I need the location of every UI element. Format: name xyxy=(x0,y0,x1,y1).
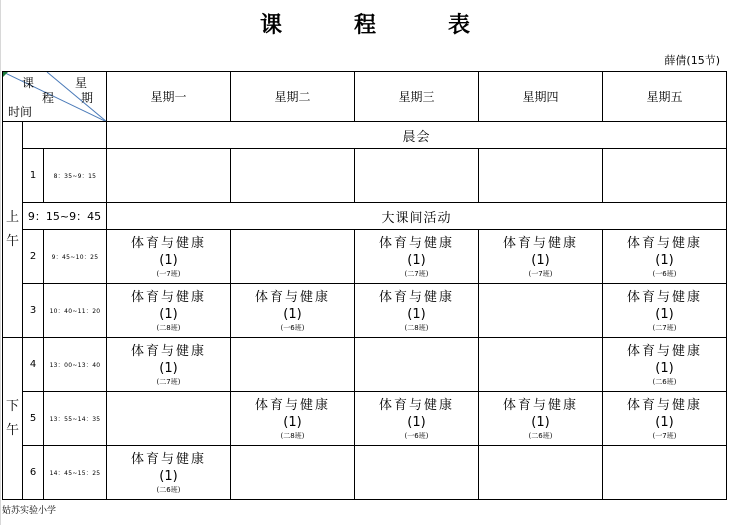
class-label: (一7班) xyxy=(156,269,181,278)
schedule-cell xyxy=(479,392,603,446)
subject-label: 体育与健康 xyxy=(130,343,206,359)
class-label: (一6班) xyxy=(652,269,677,278)
subject-label: 体育与健康 xyxy=(502,397,578,413)
schedule-cell xyxy=(231,284,355,338)
period-time: 8：35~9：15 xyxy=(44,149,107,203)
lesson-count: (1) xyxy=(159,360,178,376)
class-label: (二8班) xyxy=(404,323,429,332)
class-label: (二7班) xyxy=(156,377,181,386)
blank-cell xyxy=(23,122,107,149)
corner-label-ke: 课 xyxy=(22,76,35,90)
schedule-cell xyxy=(355,284,479,338)
lesson-count: (1) xyxy=(283,414,302,430)
break-time: 9：15~9：45 xyxy=(23,203,107,230)
morning-label: 上 午 xyxy=(3,122,23,338)
period-time: 13：00~13：40 xyxy=(44,338,107,392)
class-label: (二7班) xyxy=(404,269,429,278)
subject-label: 体育与健康 xyxy=(626,343,702,359)
schedule-cell xyxy=(603,446,727,500)
subject-label: 体育与健康 xyxy=(378,289,454,305)
lesson-count: (1) xyxy=(407,414,426,430)
teacher-label: 薛倩(15节) xyxy=(664,54,720,67)
subject-label: 体育与健康 xyxy=(130,289,206,305)
period-number: 5 xyxy=(23,392,44,446)
subject-label: 体育与健康 xyxy=(130,235,206,251)
schedule-cell xyxy=(107,230,231,284)
period-number: 2 xyxy=(23,230,44,284)
class-label: (一7班) xyxy=(528,269,553,278)
subject-label: 体育与健康 xyxy=(378,397,454,413)
class-label: (二8班) xyxy=(156,323,181,332)
lesson-count: (1) xyxy=(407,306,426,322)
subject-label: 体育与健康 xyxy=(626,397,702,413)
period-number: 4 xyxy=(23,338,44,392)
day-header: 星期五 xyxy=(603,72,727,122)
morning-meeting: 晨会 xyxy=(107,122,727,149)
schedule-cell xyxy=(231,230,355,284)
school-name: 姑苏实验小学 xyxy=(2,506,57,516)
class-label: (二6班) xyxy=(156,485,181,494)
schedule-cell xyxy=(355,392,479,446)
title-char-3: 表 xyxy=(448,12,471,38)
schedule-cell xyxy=(231,338,355,392)
sheet-edge xyxy=(0,0,1,525)
period-number: 3 xyxy=(23,284,44,338)
schedule-cell xyxy=(107,149,231,203)
subject-label: 体育与健康 xyxy=(626,235,702,251)
schedule-cell xyxy=(231,149,355,203)
schedule-cell xyxy=(355,338,479,392)
break-activity: 大课间活动 xyxy=(107,203,727,230)
schedule-cell xyxy=(603,338,727,392)
schedule-cell xyxy=(355,149,479,203)
subject-label: 体育与健康 xyxy=(626,289,702,305)
schedule-cell xyxy=(107,284,231,338)
schedule-cell xyxy=(603,230,727,284)
schedule-cell xyxy=(479,149,603,203)
schedule-cell xyxy=(603,149,727,203)
period-time: 10：40~11：20 xyxy=(44,284,107,338)
schedule-cell xyxy=(107,392,231,446)
schedule-cell xyxy=(479,446,603,500)
period-number: 1 xyxy=(23,149,44,203)
lesson-count: (1) xyxy=(159,306,178,322)
schedule-cell xyxy=(479,284,603,338)
corner-header xyxy=(3,72,107,122)
page-title xyxy=(0,8,730,39)
day-header: 星期一 xyxy=(107,72,231,122)
subject-label: 体育与健康 xyxy=(378,235,454,251)
subject-label: 体育与健康 xyxy=(502,235,578,251)
lesson-count: (1) xyxy=(159,252,178,268)
lesson-count: (1) xyxy=(655,252,674,268)
subject-label: 体育与健康 xyxy=(254,289,330,305)
title-char-1: 课 xyxy=(259,12,282,38)
class-label: (一7班) xyxy=(652,431,677,440)
day-header: 星期二 xyxy=(231,72,355,122)
class-label: (一6班) xyxy=(280,323,305,332)
title-char-2: 程 xyxy=(353,12,376,38)
lesson-count: (1) xyxy=(283,306,302,322)
lesson-count: (1) xyxy=(407,252,426,268)
class-label: (二6班) xyxy=(652,377,677,386)
corner-label-shijian: 时间 xyxy=(8,105,33,119)
class-label: (二6班) xyxy=(528,431,553,440)
lesson-count: (1) xyxy=(531,414,550,430)
schedule-cell xyxy=(355,446,479,500)
schedule-cell xyxy=(479,338,603,392)
lesson-count: (1) xyxy=(531,252,550,268)
class-label: (一6班) xyxy=(404,431,429,440)
subject-label: 体育与健康 xyxy=(254,397,330,413)
lesson-count: (1) xyxy=(655,306,674,322)
period-time: 14：45~15：25 xyxy=(44,446,107,500)
lesson-count: (1) xyxy=(655,414,674,430)
day-header: 星期四 xyxy=(479,72,603,122)
class-label: (二8班) xyxy=(280,431,305,440)
timetable xyxy=(2,71,727,500)
schedule-cell xyxy=(603,392,727,446)
schedule-cell xyxy=(107,338,231,392)
corner-label-qi: 期 xyxy=(81,91,94,105)
lesson-count: (1) xyxy=(159,468,178,484)
period-time: 9：45~10：25 xyxy=(44,230,107,284)
schedule-cell xyxy=(231,392,355,446)
period-number: 6 xyxy=(23,446,44,500)
corner-label-cheng: 程 xyxy=(42,91,55,105)
schedule-cell xyxy=(603,284,727,338)
subject-label: 体育与健康 xyxy=(130,451,206,467)
lesson-count: (1) xyxy=(655,360,674,376)
afternoon-label: 下 午 xyxy=(3,338,23,500)
schedule-cell xyxy=(479,230,603,284)
class-label: (二7班) xyxy=(652,323,677,332)
schedule-cell xyxy=(231,446,355,500)
period-time: 13：55~14：35 xyxy=(44,392,107,446)
day-header: 星期三 xyxy=(355,72,479,122)
corner-label-xing: 星 xyxy=(75,76,88,90)
schedule-cell xyxy=(355,230,479,284)
schedule-cell xyxy=(107,446,231,500)
